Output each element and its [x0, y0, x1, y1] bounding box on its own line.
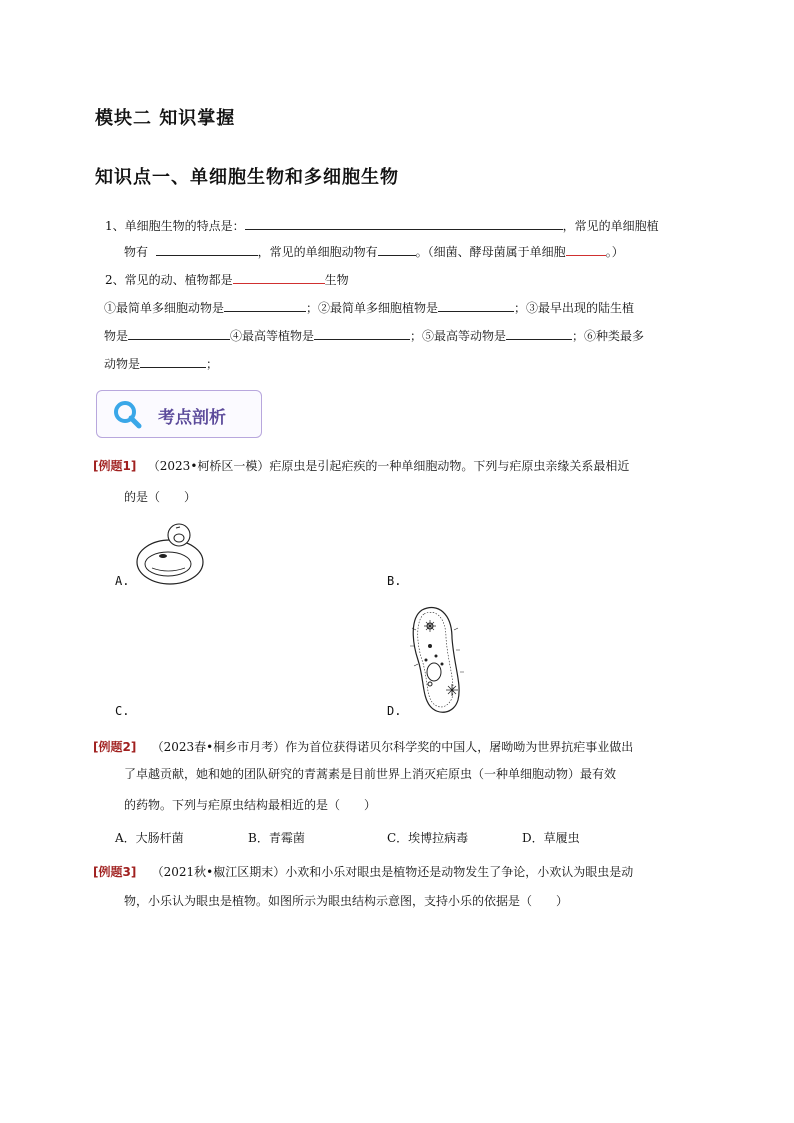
ex3-text2: 物，小乐认为眼虫是植物。如图所示为眼虫结构示意图，支持小乐的依据是（ ）	[124, 894, 569, 908]
q1-blank-plants[interactable]	[156, 243, 258, 256]
q1-line1	[105, 217, 659, 234]
q2-line4	[104, 355, 218, 372]
q2-line1	[105, 271, 349, 288]
ex3-tag: [例题3]	[93, 865, 137, 879]
ex3-line1	[93, 864, 633, 880]
search-icon	[112, 398, 146, 430]
ex2-option-d[interactable]: D．草履虫	[522, 831, 580, 845]
option-d-figure	[404, 600, 466, 718]
q1-blank-animals[interactable]	[378, 243, 416, 256]
ex2-text3: 的药物。下列与疟原虫结构最相近的是（ ）	[124, 798, 377, 812]
ex2-option-c[interactable]: C．埃博拉病毒	[387, 831, 469, 845]
ex2-line1	[93, 739, 633, 755]
q2-text-f: 物是	[104, 329, 129, 343]
q2-blank-first-land-plant[interactable]	[128, 327, 230, 340]
q2-line3	[104, 327, 644, 344]
ex2-line2	[124, 766, 616, 782]
module-title: 模块二 知识掌握	[95, 108, 236, 129]
q1-blank-unicellular[interactable]	[566, 243, 606, 256]
ex2-line3	[124, 797, 376, 813]
ex1-option-a[interactable]: A.	[115, 574, 130, 588]
q2-text-b: 生物	[324, 273, 349, 287]
ex1-line1	[93, 458, 629, 474]
banner-label: 考点剖析	[158, 408, 226, 428]
q1-blank-features[interactable]	[245, 217, 563, 230]
ex2-text2: 了卓越贡献，她和她的团队研究的青蒿素是目前世界上消灭疟原虫（一种单细胞动物）最有效	[124, 767, 617, 781]
ex1-tag: [例题1]	[93, 459, 137, 473]
q2-text-c: ①最简单多细胞动物是	[104, 301, 225, 315]
q1-text-c: 物有	[124, 245, 149, 259]
section-title: 知识点一、单细胞生物和多细胞生物	[95, 167, 399, 188]
ex1-option-d[interactable]: D.	[387, 704, 402, 718]
ex1-text2: 的是（ ）	[124, 490, 197, 504]
ex2-text1: （2023春•桐乡市月考）作为首位获得诺贝尔科学奖的中国人，屠呦呦为世界抗疟事业做出	[151, 740, 634, 754]
q2-text-d: ；②最简单多细胞植物是	[306, 301, 439, 315]
q1-text-d: ，常见的单细胞动物有	[257, 245, 378, 259]
ex1-option-c[interactable]: C.	[115, 704, 130, 718]
q2-blank-highest-plant[interactable]	[314, 327, 410, 340]
q1-text-a: 1、单细胞生物的特点是：	[105, 219, 245, 233]
q2-text-i: ；⑥种类最多	[572, 329, 645, 343]
q2-blank-simplest-animal[interactable]	[224, 299, 306, 312]
q2-blank-multicellular[interactable]	[233, 271, 325, 284]
q2-text-a: 2、常见的动、植物都是	[105, 273, 233, 287]
q2-blank-simplest-plant[interactable]	[438, 299, 514, 312]
ex1-text1: （2023•柯桥区一模）疟原虫是引起疟疾的一种单细胞动物。下列与疟原虫亲缘关系最相近	[147, 459, 630, 473]
ex2-option-a[interactable]: A．大肠杆菌	[115, 831, 184, 845]
q2-blank-most-species[interactable]	[140, 355, 206, 368]
q1-text-b: ，常见的单细胞植	[562, 219, 659, 233]
ex3-line2	[124, 893, 568, 909]
q2-blank-highest-animal[interactable]	[506, 327, 572, 340]
ex3-text1: （2021秋•椒江区期末）小欢和小乐对眼虫是植物还是动物发生了争论，小欢认为眼虫是动	[151, 865, 634, 879]
q1-line2	[124, 243, 624, 260]
q2-text-j: 动物是	[104, 357, 141, 371]
q2-text-h: ；⑤最高等动物是	[410, 329, 507, 343]
q2-text-g: ④最高等植物是	[230, 329, 315, 343]
ex2-option-b[interactable]: B．青霉菌	[248, 831, 305, 845]
ex1-line2	[124, 489, 196, 505]
exam-points-banner	[96, 390, 260, 438]
ex1-option-b[interactable]: B.	[387, 574, 402, 588]
q1-text-f: 。）	[605, 245, 624, 259]
ex2-tag: [例题2]	[93, 740, 137, 754]
q2-line2	[104, 299, 634, 316]
q2-text-e: ；③最早出现的陆生植	[514, 301, 635, 315]
q1-text-e: 。（细菌、酵母菌属于单细胞	[415, 245, 566, 259]
q2-text-k: ；	[206, 357, 219, 371]
option-a-figure	[130, 518, 210, 588]
